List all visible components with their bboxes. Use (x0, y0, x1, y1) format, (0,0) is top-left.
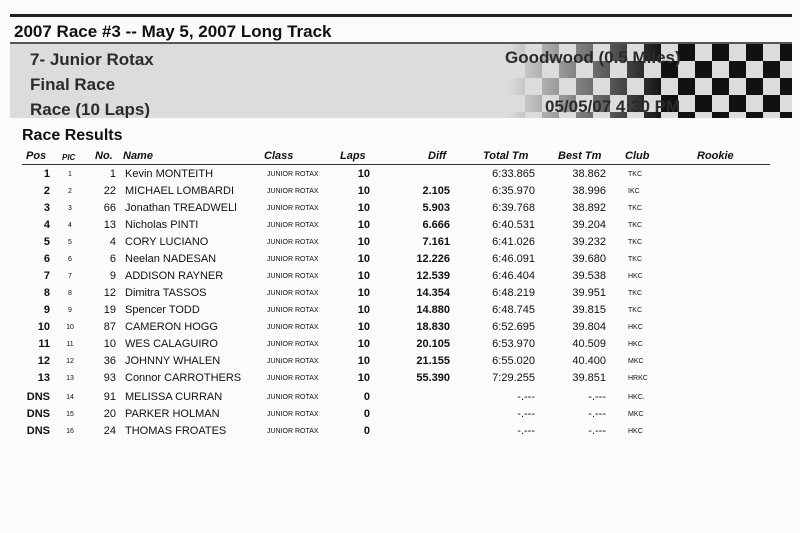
cell-laps: 10 (357, 304, 370, 316)
cell-laps: 10 (357, 236, 370, 248)
cell-total: 6:41.026 (492, 236, 535, 248)
cell-best: 39.204 (572, 219, 606, 231)
cell-total: 7:29.255 (492, 372, 535, 384)
cell-pic: 14 (66, 394, 74, 401)
cell-no: 9 (109, 270, 116, 282)
table-row (0, 302, 800, 319)
cell-pos: 3 (43, 202, 50, 214)
race-datetime: 05/05/07 4:30 PM (545, 97, 681, 116)
cell-class: JUNIOR ROTAX (267, 394, 319, 401)
col-header-pos: Pos (26, 150, 47, 162)
cell-pos: 9 (43, 304, 50, 316)
cell-pic: 10 (66, 324, 74, 331)
cell-total: -.--- (517, 425, 535, 437)
class-name: 7- Junior Rotax (30, 50, 154, 69)
cell-pic: 7 (68, 273, 72, 280)
cell-laps: 10 (357, 253, 370, 265)
cell-class: JUNIOR ROTAX (267, 273, 319, 280)
cell-no: 1 (109, 168, 116, 180)
cell-name: Jonathan TREADWELl (125, 202, 237, 214)
cell-best: 39.951 (572, 287, 606, 299)
cell-pos: 12 (37, 355, 50, 367)
cell-total: 6:46.091 (492, 253, 535, 265)
cell-pos: 11 (38, 338, 50, 350)
cell-pos: 7 (43, 270, 50, 282)
cell-club: IKC (628, 188, 640, 195)
cell-pic: 12 (66, 358, 74, 365)
cell-name: THOMAS FROATES (125, 425, 227, 437)
cell-pic: 16 (66, 428, 74, 435)
table-row (0, 389, 800, 406)
cell-laps: 0 (363, 391, 370, 403)
cell-laps: 10 (357, 321, 370, 333)
cell-class: JUNIOR ROTAX (267, 324, 319, 331)
cell-total: 6:35.970 (492, 185, 535, 197)
cell-best: -.--- (588, 425, 606, 437)
cell-diff: 12.539 (416, 270, 450, 282)
document-title: 2007 Race #3 -- May 5, 2007 Long Track (14, 22, 332, 41)
cell-laps: 10 (357, 219, 370, 231)
cell-diff: 55.390 (416, 372, 450, 384)
cell-total: -.--- (517, 391, 535, 403)
cell-name: ADDISON RAYNER (125, 270, 224, 282)
cell-best: 38.892 (572, 202, 606, 214)
cell-total: 6:55.020 (492, 355, 535, 367)
col-header-diff: Diff (428, 150, 447, 162)
cell-name: PARKER HOLMAN (125, 408, 220, 420)
cell-diff: 2.105 (422, 185, 450, 197)
race-length: Race (10 Laps) (30, 100, 150, 118)
table-row (0, 406, 800, 423)
cell-laps: 10 (357, 287, 370, 299)
cell-club: HKC (628, 341, 643, 348)
cell-no: 12 (103, 287, 116, 299)
cell-club: TKC (628, 239, 642, 246)
cell-class: JUNIOR ROTAX (267, 222, 319, 229)
cell-name: Spencer TODD (125, 304, 200, 316)
cell-total: 6:40.531 (492, 219, 535, 231)
col-header-rookie: Rookie (697, 150, 734, 162)
cell-class: JUNIOR ROTAX (267, 358, 319, 365)
cell-class: JUNIOR ROTAX (267, 375, 319, 382)
cell-club: TKC (628, 256, 642, 263)
cell-diff: 5.903 (422, 202, 450, 214)
cell-no: 4 (109, 236, 116, 248)
cell-class: JUNIOR ROTAX (267, 239, 319, 246)
cell-no: 22 (103, 185, 116, 197)
cell-no: 36 (103, 355, 116, 367)
cell-best: 38.862 (572, 168, 606, 180)
cell-diff: 14.354 (416, 287, 450, 299)
cell-best: 39.680 (572, 253, 606, 265)
table-row (0, 285, 800, 302)
cell-pic: 3 (68, 205, 72, 212)
table-row (0, 183, 800, 200)
cell-best: 39.538 (572, 270, 606, 282)
cell-class: JUNIOR ROTAX (267, 411, 319, 418)
cell-best: -.--- (588, 408, 606, 420)
cell-name: CORY LUCIANO (125, 236, 209, 248)
table-row (0, 166, 800, 183)
cell-pic: 13 (66, 375, 74, 382)
cell-pic: 9 (68, 307, 72, 314)
cell-no: 20 (103, 408, 116, 420)
table-row (0, 319, 800, 336)
cell-laps: 10 (357, 338, 370, 350)
cell-best: 38.996 (572, 185, 606, 197)
cell-class: JUNIOR ROTAX (267, 256, 319, 263)
cell-class: JUNIOR ROTAX (267, 307, 319, 314)
results-title: Race Results (22, 127, 123, 144)
col-header-class: Class (264, 150, 294, 162)
cell-pos: 10 (37, 321, 50, 333)
col-header-best: Best Tm (558, 150, 602, 162)
cell-pos: 6 (43, 253, 50, 265)
cell-class: JUNIOR ROTAX (267, 341, 319, 348)
cell-club: MKC (628, 358, 644, 365)
cell-club: TKC (628, 205, 642, 212)
track-name: Goodwood (0.5 Miles) (505, 48, 681, 67)
col-header-name: Name (123, 150, 153, 162)
cell-pic: 11 (66, 341, 74, 348)
cell-club: HRKC (628, 375, 648, 382)
cell-club: HKC (628, 324, 643, 331)
cell-club: HKC (628, 428, 643, 435)
top-rule (10, 14, 792, 17)
cell-laps: 10 (357, 168, 370, 180)
col-header-no: No. (95, 150, 113, 162)
cell-total: 6:39.768 (492, 202, 535, 214)
cell-class: JUNIOR ROTAX (267, 290, 319, 297)
cell-no: 66 (103, 202, 116, 214)
cell-club: HKC. (628, 394, 645, 401)
cell-diff: 6.666 (422, 219, 450, 231)
cell-laps: 10 (357, 355, 370, 367)
table-row (0, 370, 800, 387)
cell-total: 6:46.404 (492, 270, 535, 282)
cell-best: 39.232 (572, 236, 606, 248)
cell-name: MELISSA CURRAN (125, 391, 223, 403)
cell-laps: 10 (357, 372, 370, 384)
cell-pic: 8 (68, 290, 72, 297)
cell-club: TKC (628, 290, 642, 297)
cell-laps: 10 (357, 202, 370, 214)
cell-no: 93 (103, 372, 116, 384)
cell-club: HKC (628, 273, 643, 280)
cell-name: Neelan NADESAN (125, 253, 217, 265)
cell-no: 6 (109, 253, 116, 265)
cell-class: JUNIOR ROTAX (267, 188, 319, 195)
cell-best: 39.851 (572, 372, 606, 384)
cell-total: -.--- (517, 408, 535, 420)
table-row (0, 268, 800, 285)
cell-class: JUNIOR ROTAX (267, 171, 319, 178)
cell-name: Kevin MONTEITH (125, 168, 214, 180)
cell-total: 6:53.970 (492, 338, 535, 350)
cell-class: JUNIOR ROTAX (267, 428, 319, 435)
cell-laps: 0 (363, 425, 370, 437)
cell-best: 39.804 (572, 321, 606, 333)
cell-no: 10 (103, 338, 116, 350)
cell-pic: 6 (68, 256, 72, 263)
cell-pos: DNS (26, 391, 50, 403)
cell-laps: 10 (357, 185, 370, 197)
table-row (0, 234, 800, 251)
col-header-pic: PIC (62, 153, 76, 162)
cell-name: JOHNNY WHALEN (125, 355, 221, 367)
cell-laps: 10 (357, 270, 370, 282)
cell-no: 87 (103, 321, 116, 333)
race-header-panel (10, 42, 792, 118)
cell-total: 6:48.219 (492, 287, 535, 299)
cell-pos: 1 (43, 168, 50, 180)
session-name: Final Race (30, 75, 116, 94)
cell-name: Dimitra TASSOS (125, 287, 207, 299)
col-header-laps: Laps (340, 150, 366, 162)
cell-pos: 8 (43, 287, 50, 299)
cell-name: Connor CARROTHERS (125, 372, 242, 384)
cell-total: 6:33.865 (492, 168, 535, 180)
cell-best: 40.509 (572, 338, 606, 350)
cell-club: TKC (628, 307, 642, 314)
header-rule (22, 164, 770, 165)
cell-best: 39.815 (572, 304, 606, 316)
cell-diff: 14.880 (416, 304, 450, 316)
cell-total: 6:48.745 (492, 304, 535, 316)
cell-club: TKC (628, 222, 642, 229)
table-row (0, 423, 800, 440)
cell-pos: DNS (26, 425, 50, 437)
cell-pic: 15 (66, 411, 74, 418)
cell-pos: 2 (43, 185, 50, 197)
cell-no: 19 (103, 304, 116, 316)
cell-diff: 20.105 (416, 338, 450, 350)
cell-name: MICHAEL LOMBARDI (125, 185, 235, 197)
cell-class: JUNIOR ROTAX (267, 205, 319, 212)
cell-no: 91 (103, 391, 116, 403)
cell-laps: 0 (363, 408, 370, 420)
cell-club: MKC (628, 411, 644, 418)
cell-pos: 13 (37, 372, 50, 384)
cell-no: 24 (103, 425, 116, 437)
cell-diff: 18.830 (416, 321, 450, 333)
cell-pic: 5 (68, 239, 72, 246)
table-row (0, 336, 800, 353)
cell-best: -.--- (588, 391, 606, 403)
cell-name: Nicholas PINTI (125, 219, 199, 231)
cell-diff: 7.161 (422, 236, 450, 248)
cell-pos: 4 (43, 219, 50, 231)
cell-pic: 2 (68, 188, 72, 195)
cell-no: 13 (103, 219, 116, 231)
cell-total: 6:52.695 (492, 321, 535, 333)
cell-pos: 5 (43, 236, 50, 248)
cell-diff: 21.155 (416, 355, 450, 367)
cell-name: WES CALAGUIRO (125, 338, 218, 350)
table-row (0, 353, 800, 370)
cell-best: 40.400 (572, 355, 606, 367)
table-row (0, 200, 800, 217)
table-row (0, 217, 800, 234)
cell-diff: 12.226 (416, 253, 450, 265)
cell-name: CAMERON HOGG (125, 321, 218, 333)
table-row (0, 251, 800, 268)
cell-pos: DNS (26, 408, 50, 420)
col-header-total: Total Tm (483, 150, 529, 162)
cell-club: TKC (628, 171, 642, 178)
cell-pic: 1 (68, 171, 72, 178)
cell-pic: 4 (68, 222, 72, 229)
col-header-club: Club (625, 150, 650, 162)
